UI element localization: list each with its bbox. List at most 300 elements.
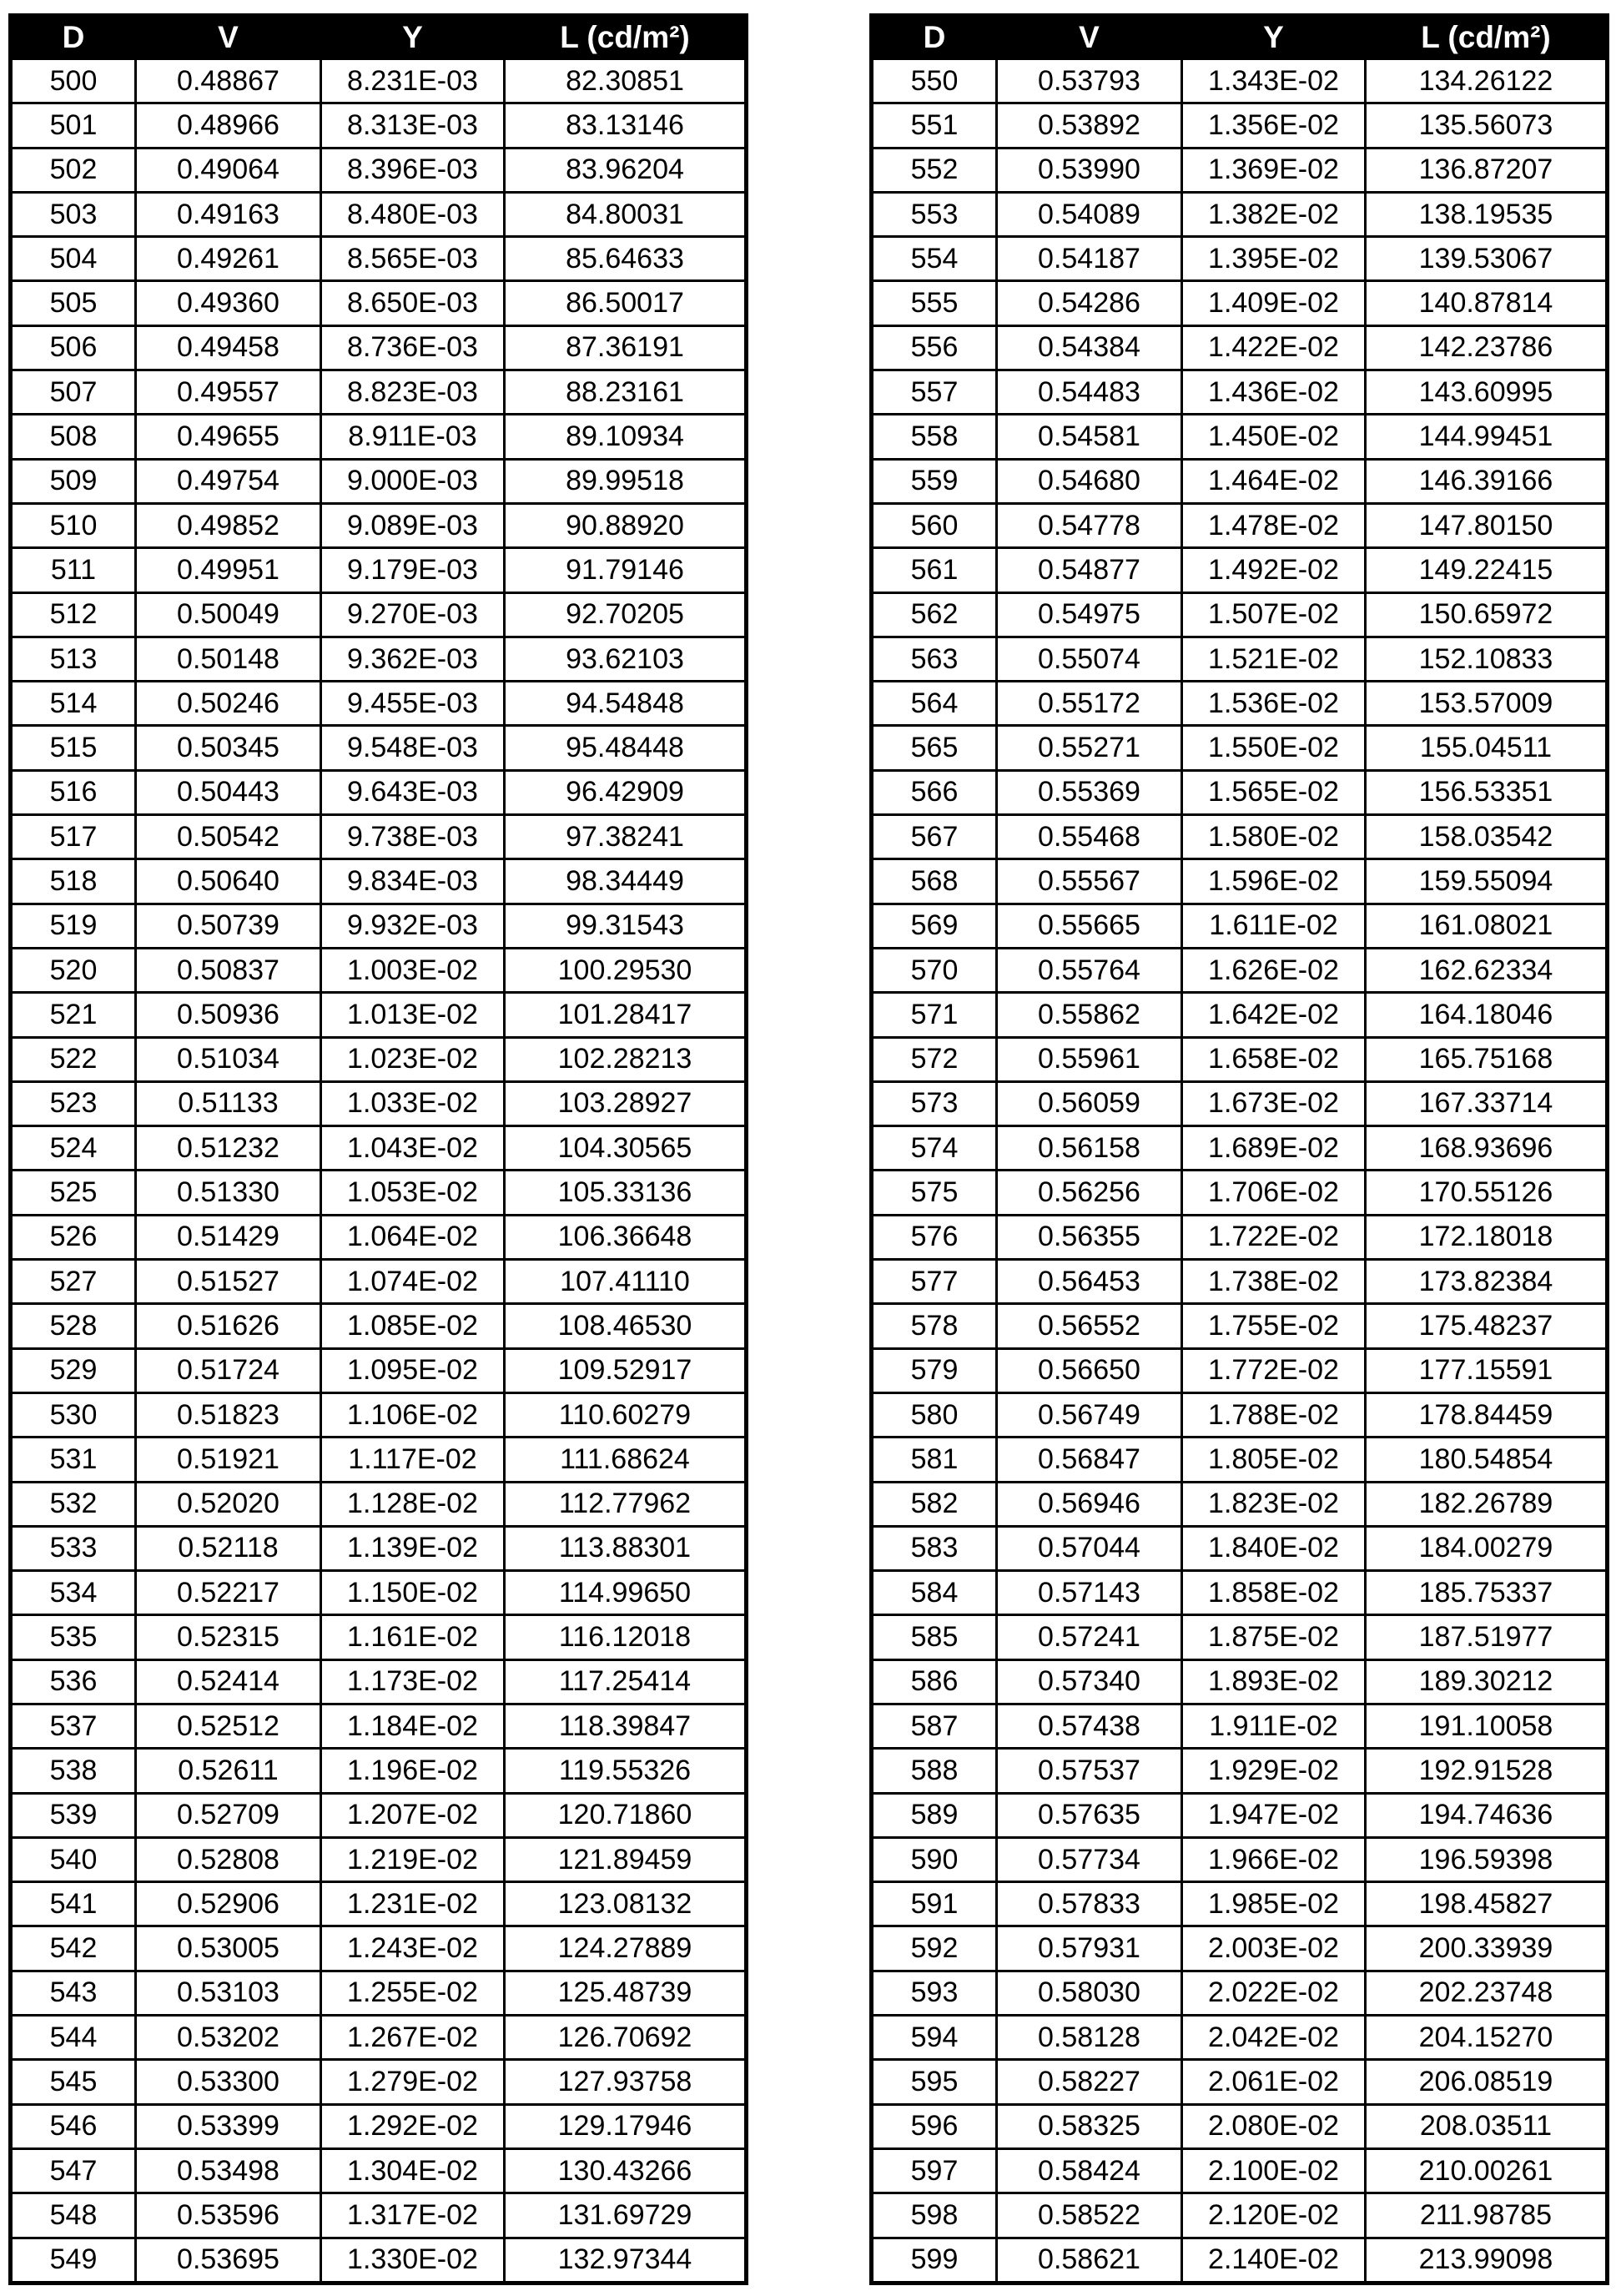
table-row — [872, 859, 1608, 904]
cell-l: 208.03511 — [1366, 2104, 1608, 2148]
cell-d: 563 — [872, 637, 997, 681]
table-row — [11, 548, 747, 592]
cell-l: 146.39166 — [1366, 459, 1608, 503]
table-row — [11, 1837, 747, 1881]
cell-d: 538 — [11, 1749, 136, 1793]
table-row — [11, 415, 747, 459]
cell-d: 516 — [11, 770, 136, 814]
cell-l: 126.70692 — [505, 2016, 747, 2060]
cell-y: 9.738E-03 — [321, 815, 505, 859]
cell-y: 8.911E-03 — [321, 415, 505, 459]
table-row — [11, 1260, 747, 1304]
table-row — [872, 1304, 1608, 1348]
cell-d: 598 — [872, 2193, 997, 2238]
cell-d: 570 — [872, 948, 997, 992]
cell-y: 8.396E-03 — [321, 148, 505, 192]
table-row — [872, 237, 1608, 281]
cell-d: 545 — [11, 2060, 136, 2104]
cell-d: 517 — [11, 815, 136, 859]
cell-d: 534 — [11, 1571, 136, 1615]
table-row — [11, 1526, 747, 1570]
table-row — [872, 370, 1608, 415]
cell-l: 204.15270 — [1366, 2016, 1608, 2060]
cell-v: 0.52906 — [136, 1882, 321, 1926]
table-row — [872, 103, 1608, 148]
cell-d: 509 — [11, 459, 136, 503]
cell-l: 82.30851 — [505, 59, 747, 103]
cell-l: 149.22415 — [1366, 548, 1608, 592]
cell-v: 0.58128 — [997, 2016, 1182, 2060]
cell-l: 103.28927 — [505, 1081, 747, 1125]
cell-y: 1.422E-02 — [1182, 325, 1366, 370]
cell-y: 2.120E-02 — [1182, 2193, 1366, 2238]
cell-v: 0.55665 — [997, 904, 1182, 948]
table-row — [872, 2060, 1608, 2104]
cell-v: 0.58621 — [997, 2238, 1182, 2283]
table-row — [872, 325, 1608, 370]
cell-l: 107.41110 — [505, 1260, 747, 1304]
table-row — [872, 770, 1608, 814]
cell-l: 142.23786 — [1366, 325, 1608, 370]
cell-d: 587 — [872, 1704, 997, 1748]
column-header-y: Y — [1182, 16, 1366, 59]
cell-y: 9.270E-03 — [321, 592, 505, 637]
table-row — [872, 1704, 1608, 1748]
cell-l: 119.55326 — [505, 1749, 747, 1793]
cell-d: 560 — [872, 503, 997, 547]
cell-v: 0.51034 — [136, 1037, 321, 1081]
cell-d: 549 — [11, 2238, 136, 2283]
cell-v: 0.57931 — [997, 1926, 1182, 1971]
cell-v: 0.51133 — [136, 1081, 321, 1125]
cell-l: 104.30565 — [505, 1126, 747, 1171]
cell-y: 1.053E-02 — [321, 1171, 505, 1215]
cell-y: 2.061E-02 — [1182, 2060, 1366, 2104]
table-row — [11, 2193, 747, 2238]
cell-l: 138.19535 — [1366, 192, 1608, 236]
cell-l: 178.84459 — [1366, 1392, 1608, 1437]
cell-d: 561 — [872, 548, 997, 592]
table-row — [872, 2104, 1608, 2148]
cell-d: 579 — [872, 1348, 997, 1392]
table-row — [872, 1926, 1608, 1971]
table-row — [11, 1215, 747, 1259]
cell-v: 0.51330 — [136, 1171, 321, 1215]
cell-y: 1.658E-02 — [1182, 1037, 1366, 1081]
cell-v: 0.51232 — [136, 1126, 321, 1171]
cell-d: 542 — [11, 1926, 136, 1971]
table-row — [872, 1793, 1608, 1837]
cell-l: 116.12018 — [505, 1615, 747, 1659]
cell-y: 2.140E-02 — [1182, 2238, 1366, 2283]
cell-y: 9.548E-03 — [321, 726, 505, 770]
cell-l: 109.52917 — [505, 1348, 747, 1392]
table-row — [11, 1793, 747, 1837]
cell-d: 537 — [11, 1704, 136, 1748]
cell-y: 1.858E-02 — [1182, 1571, 1366, 1615]
table-row — [872, 1571, 1608, 1615]
cell-y: 1.317E-02 — [321, 2193, 505, 2238]
column-header-v: V — [997, 16, 1182, 59]
cell-v: 0.55468 — [997, 815, 1182, 859]
cell-d: 532 — [11, 1482, 136, 1526]
cell-l: 83.13146 — [505, 103, 747, 148]
cell-d: 539 — [11, 1793, 136, 1837]
cell-v: 0.57143 — [997, 1571, 1182, 1615]
cell-l: 194.74636 — [1366, 1793, 1608, 1837]
cell-y: 1.611E-02 — [1182, 904, 1366, 948]
column-header-v: V — [136, 16, 321, 59]
cell-l: 168.93696 — [1366, 1126, 1608, 1171]
table-row — [872, 1037, 1608, 1081]
cell-y: 9.834E-03 — [321, 859, 505, 904]
column-header-d: D — [872, 16, 997, 59]
cell-d: 540 — [11, 1837, 136, 1881]
table-body — [11, 59, 747, 2283]
cell-v: 0.54187 — [997, 237, 1182, 281]
cell-v: 0.57241 — [997, 1615, 1182, 1659]
cell-d: 523 — [11, 1081, 136, 1125]
cell-v: 0.52118 — [136, 1526, 321, 1570]
cell-y: 9.000E-03 — [321, 459, 505, 503]
cell-d: 583 — [872, 1526, 997, 1570]
table-row — [872, 548, 1608, 592]
cell-l: 124.27889 — [505, 1926, 747, 1971]
table-row — [11, 1882, 747, 1926]
cell-v: 0.51626 — [136, 1304, 321, 1348]
cell-d: 586 — [872, 1659, 997, 1704]
cell-y: 1.150E-02 — [321, 1571, 505, 1615]
cell-l: 110.60279 — [505, 1392, 747, 1437]
cell-v: 0.50148 — [136, 637, 321, 681]
cell-d: 567 — [872, 815, 997, 859]
cell-d: 505 — [11, 281, 136, 325]
cell-l: 86.50017 — [505, 281, 747, 325]
cell-y: 1.985E-02 — [1182, 1882, 1366, 1926]
cell-v: 0.51921 — [136, 1438, 321, 1482]
cell-d: 556 — [872, 325, 997, 370]
cell-v: 0.57537 — [997, 1749, 1182, 1793]
table-row — [11, 1482, 747, 1526]
cell-v: 0.51823 — [136, 1392, 321, 1437]
cell-y: 1.043E-02 — [321, 1126, 505, 1171]
table-row — [872, 503, 1608, 547]
cell-v: 0.50640 — [136, 859, 321, 904]
cell-v: 0.56552 — [997, 1304, 1182, 1348]
table-row — [872, 1081, 1608, 1125]
cell-d: 507 — [11, 370, 136, 415]
table-row — [11, 1081, 747, 1125]
cell-y: 1.450E-02 — [1182, 415, 1366, 459]
table-row — [872, 1260, 1608, 1304]
cell-y: 1.478E-02 — [1182, 503, 1366, 547]
cell-d: 511 — [11, 548, 136, 592]
cell-v: 0.57635 — [997, 1793, 1182, 1837]
cell-y: 2.022E-02 — [1182, 1971, 1366, 2015]
cell-v: 0.53793 — [997, 59, 1182, 103]
cell-l: 114.99650 — [505, 1571, 747, 1615]
cell-y: 1.033E-02 — [321, 1081, 505, 1125]
cell-y: 1.596E-02 — [1182, 859, 1366, 904]
cell-d: 557 — [872, 370, 997, 415]
cell-v: 0.53695 — [136, 2238, 321, 2283]
cell-l: 152.10833 — [1366, 637, 1608, 681]
cell-v: 0.52709 — [136, 1793, 321, 1837]
cell-v: 0.53892 — [997, 103, 1182, 148]
table-row — [11, 2016, 747, 2060]
table-row — [872, 637, 1608, 681]
cell-v: 0.54089 — [997, 192, 1182, 236]
cell-y: 1.255E-02 — [321, 1971, 505, 2015]
table-row — [11, 1749, 747, 1793]
cell-y: 1.184E-02 — [321, 1704, 505, 1748]
cell-l: 140.87814 — [1366, 281, 1608, 325]
cell-d: 571 — [872, 993, 997, 1037]
cell-v: 0.51527 — [136, 1260, 321, 1304]
table-row — [872, 726, 1608, 770]
table-row — [872, 993, 1608, 1037]
cell-y: 1.013E-02 — [321, 993, 505, 1037]
table-row — [872, 2193, 1608, 2238]
cell-l: 165.75168 — [1366, 1037, 1608, 1081]
cell-l: 125.48739 — [505, 1971, 747, 2015]
cell-v: 0.53005 — [136, 1926, 321, 1971]
cell-y: 2.042E-02 — [1182, 2016, 1366, 2060]
cell-d: 500 — [11, 59, 136, 103]
cell-v: 0.49163 — [136, 192, 321, 236]
cell-v: 0.57833 — [997, 1882, 1182, 1926]
table-row — [872, 148, 1608, 192]
cell-l: 191.10058 — [1366, 1704, 1608, 1748]
cell-l: 162.62334 — [1366, 948, 1608, 992]
cell-l: 177.15591 — [1366, 1348, 1608, 1392]
cell-v: 0.49852 — [136, 503, 321, 547]
luminance-table-d550-599 — [869, 13, 1609, 2285]
cell-l: 139.53067 — [1366, 237, 1608, 281]
cell-y: 2.080E-02 — [1182, 2104, 1366, 2148]
table-row — [11, 1438, 747, 1482]
cell-v: 0.56355 — [997, 1215, 1182, 1259]
cell-l: 102.28213 — [505, 1037, 747, 1081]
cell-d: 508 — [11, 415, 136, 459]
table-row — [11, 1659, 747, 1704]
cell-y: 8.480E-03 — [321, 192, 505, 236]
table-row — [11, 726, 747, 770]
cell-l: 150.65972 — [1366, 592, 1608, 637]
cell-l: 108.46530 — [505, 1304, 747, 1348]
cell-l: 182.26789 — [1366, 1482, 1608, 1526]
cell-v: 0.49557 — [136, 370, 321, 415]
cell-y: 1.840E-02 — [1182, 1526, 1366, 1570]
cell-l: 85.64633 — [505, 237, 747, 281]
cell-v: 0.57044 — [997, 1526, 1182, 1570]
cell-l: 210.00261 — [1366, 2148, 1608, 2193]
cell-v: 0.55961 — [997, 1037, 1182, 1081]
table-row — [11, 770, 747, 814]
cell-l: 97.38241 — [505, 815, 747, 859]
cell-d: 559 — [872, 459, 997, 503]
cell-v: 0.56749 — [997, 1392, 1182, 1437]
table-row — [11, 948, 747, 992]
cell-d: 503 — [11, 192, 136, 236]
cell-v: 0.58030 — [997, 1971, 1182, 2015]
cell-d: 550 — [872, 59, 997, 103]
cell-y: 1.219E-02 — [321, 1837, 505, 1881]
tables-wrap — [8, 13, 1609, 2285]
cell-v: 0.50246 — [136, 682, 321, 726]
cell-d: 531 — [11, 1438, 136, 1482]
cell-d: 577 — [872, 1260, 997, 1304]
cell-l: 93.62103 — [505, 637, 747, 681]
table-row — [11, 2148, 747, 2193]
cell-v: 0.49360 — [136, 281, 321, 325]
cell-l: 100.29530 — [505, 948, 747, 992]
cell-d: 562 — [872, 592, 997, 637]
cell-y: 1.139E-02 — [321, 1526, 505, 1570]
cell-y: 1.642E-02 — [1182, 993, 1366, 1037]
table-row — [872, 948, 1608, 992]
cell-l: 147.80150 — [1366, 503, 1608, 547]
cell-v: 0.57438 — [997, 1704, 1182, 1748]
cell-l: 105.33136 — [505, 1171, 747, 1215]
cell-y: 8.823E-03 — [321, 370, 505, 415]
cell-l: 135.56073 — [1366, 103, 1608, 148]
cell-v: 0.57734 — [997, 1837, 1182, 1881]
cell-y: 1.966E-02 — [1182, 1837, 1366, 1881]
cell-y: 1.382E-02 — [1182, 192, 1366, 236]
cell-v: 0.56256 — [997, 1171, 1182, 1215]
cell-v: 0.50739 — [136, 904, 321, 948]
cell-d: 518 — [11, 859, 136, 904]
cell-l: 117.25414 — [505, 1659, 747, 1704]
cell-d: 569 — [872, 904, 997, 948]
cell-d: 543 — [11, 1971, 136, 2015]
cell-l: 89.10934 — [505, 415, 747, 459]
cell-v: 0.53596 — [136, 2193, 321, 2238]
cell-d: 546 — [11, 2104, 136, 2148]
cell-d: 592 — [872, 1926, 997, 1971]
column-header-l: L (cd/m²) — [505, 16, 747, 59]
cell-l: 170.55126 — [1366, 1171, 1608, 1215]
table-header — [11, 16, 747, 59]
cell-v: 0.54581 — [997, 415, 1182, 459]
cell-v: 0.53399 — [136, 2104, 321, 2148]
table-row — [11, 1304, 747, 1348]
cell-v: 0.49951 — [136, 548, 321, 592]
table-row — [11, 459, 747, 503]
table-row — [11, 1171, 747, 1215]
table-row — [11, 637, 747, 681]
cell-y: 1.267E-02 — [321, 2016, 505, 2060]
cell-v: 0.55074 — [997, 637, 1182, 681]
cell-v: 0.52315 — [136, 1615, 321, 1659]
cell-y: 1.161E-02 — [321, 1615, 505, 1659]
cell-d: 535 — [11, 1615, 136, 1659]
cell-d: 597 — [872, 2148, 997, 2193]
cell-d: 576 — [872, 1215, 997, 1259]
cell-y: 1.356E-02 — [1182, 103, 1366, 148]
cell-l: 121.89459 — [505, 1837, 747, 1881]
cell-v: 0.55862 — [997, 993, 1182, 1037]
cell-d: 522 — [11, 1037, 136, 1081]
cell-d: 590 — [872, 1837, 997, 1881]
table-row — [11, 237, 747, 281]
cell-d: 504 — [11, 237, 136, 281]
cell-l: 184.00279 — [1366, 1526, 1608, 1570]
cell-d: 541 — [11, 1882, 136, 1926]
cell-y: 9.643E-03 — [321, 770, 505, 814]
cell-y: 1.395E-02 — [1182, 237, 1366, 281]
table-row — [11, 1926, 747, 1971]
cell-y: 1.673E-02 — [1182, 1081, 1366, 1125]
cell-l: 120.71860 — [505, 1793, 747, 1837]
cell-v: 0.49754 — [136, 459, 321, 503]
cell-y: 1.550E-02 — [1182, 726, 1366, 770]
cell-l: 136.87207 — [1366, 148, 1608, 192]
cell-v: 0.53498 — [136, 2148, 321, 2193]
cell-v: 0.53103 — [136, 1971, 321, 2015]
cell-l: 143.60995 — [1366, 370, 1608, 415]
cell-l: 161.08021 — [1366, 904, 1608, 948]
cell-l: 211.98785 — [1366, 2193, 1608, 2238]
table-row — [872, 1392, 1608, 1437]
cell-v: 0.50443 — [136, 770, 321, 814]
cell-l: 84.80031 — [505, 192, 747, 236]
cell-v: 0.56059 — [997, 1081, 1182, 1125]
cell-y: 1.064E-02 — [321, 1215, 505, 1259]
cell-y: 1.369E-02 — [1182, 148, 1366, 192]
table-row — [872, 1971, 1608, 2015]
cell-y: 8.650E-03 — [321, 281, 505, 325]
cell-y: 1.536E-02 — [1182, 682, 1366, 726]
cell-l: 198.45827 — [1366, 1882, 1608, 1926]
cell-l: 129.17946 — [505, 2104, 747, 2148]
cell-v: 0.52512 — [136, 1704, 321, 1748]
cell-d: 554 — [872, 237, 997, 281]
cell-l: 206.08519 — [1366, 2060, 1608, 2104]
table-row — [11, 370, 747, 415]
table-row — [11, 2238, 747, 2283]
cell-y: 9.179E-03 — [321, 548, 505, 592]
table-row — [872, 1526, 1608, 1570]
cell-v: 0.52217 — [136, 1571, 321, 1615]
cell-y: 1.788E-02 — [1182, 1392, 1366, 1437]
cell-y: 1.231E-02 — [321, 1882, 505, 1926]
cell-y: 1.243E-02 — [321, 1926, 505, 1971]
cell-v: 0.52414 — [136, 1659, 321, 1704]
cell-v: 0.49064 — [136, 148, 321, 192]
cell-y: 1.823E-02 — [1182, 1482, 1366, 1526]
cell-y: 1.023E-02 — [321, 1037, 505, 1081]
cell-d: 544 — [11, 2016, 136, 2060]
cell-v: 0.58325 — [997, 2104, 1182, 2148]
cell-v: 0.48966 — [136, 103, 321, 148]
cell-l: 172.18018 — [1366, 1215, 1608, 1259]
cell-d: 528 — [11, 1304, 136, 1348]
cell-v: 0.48867 — [136, 59, 321, 103]
cell-v: 0.51429 — [136, 1215, 321, 1259]
cell-y: 1.196E-02 — [321, 1749, 505, 1793]
luminance-table-d500-549 — [8, 13, 748, 2285]
cell-l: 118.39847 — [505, 1704, 747, 1748]
cell-v: 0.49655 — [136, 415, 321, 459]
table-row — [872, 1126, 1608, 1171]
table-row — [872, 59, 1608, 103]
cell-y: 1.805E-02 — [1182, 1438, 1366, 1482]
cell-y: 1.106E-02 — [321, 1392, 505, 1437]
cell-v: 0.54384 — [997, 325, 1182, 370]
cell-d: 585 — [872, 1615, 997, 1659]
